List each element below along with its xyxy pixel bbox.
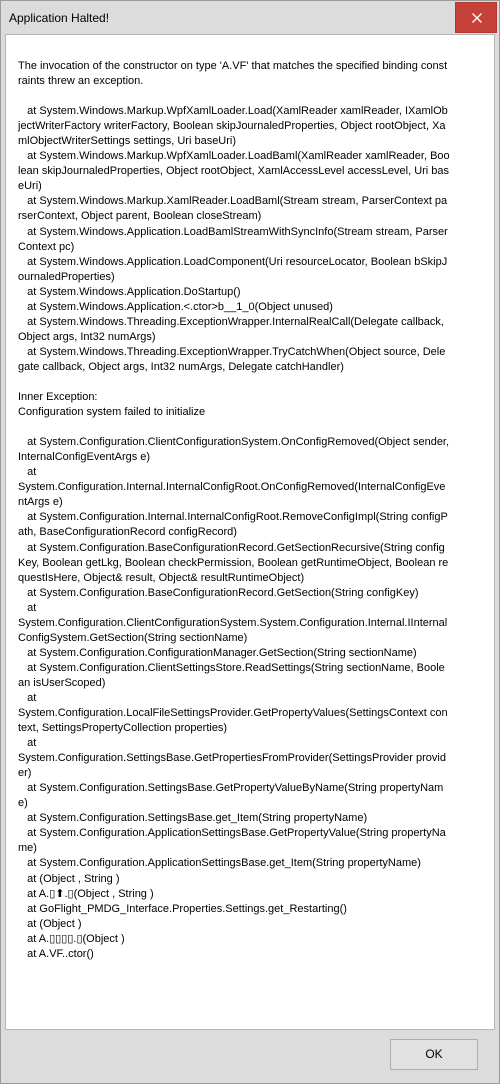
title-bar[interactable] bbox=[1, 1, 499, 35]
close-icon bbox=[472, 13, 482, 23]
dialog-title: Application Halted! bbox=[9, 11, 110, 25]
ok-button[interactable]: OK bbox=[390, 1039, 478, 1070]
close-button[interactable] bbox=[455, 2, 497, 33]
error-message-text: The invocation of the constructor on type 'A.VF' that matches the specified binding constraints threw an exception. at System.Windows.Markup.WpfXamlLoader.Load(XamlReader xamlReader, IXamlObjectWriterFactory writerFactory, Boolean skipJournaledProperties, Object rootObject, XamlObjectWriterSettings settings, Uri baseUri) at System.Windows.Markup.WpfXamlLoader.LoadBaml(XamlReader xamlReader, Boolean skipJournaledProperties, Object rootObject, XamlAccessLevel accessLevel, Uri baseUri) at System.Windows.Markup.XamlReader.LoadBaml(Stream stream, ParserContext parserContext, Object parent, Boolean closeStream) at System.Windows.Application.LoadBamlStreamWithSyncInfo(Stream stream, ParserContext pc) at System.Windows.Application.LoadComponent(Uri resourceLocator, Boolean bSkipJournaledProperties) at System.Windows.Application.DoStartup() at System.Windows.Application.<.ctor>b__1_0(Object unused) at System.Windows.Threading.ExceptionWrapper.InternalRealCall(Delegate callback, Object args, Int32 numArgs) at System.Windows.Threading.ExceptionWrapper.TryCatchWhen(Object source, Delegate callback, Object args, Int32 numArgs, Delegate catchHandler) Inner Exception: Configuration system failed to initialize at System.Configuration.ClientConfigurationSystem.OnConfigRemoved(Object sender, InternalConfigEventArgs e) at System.Configuration.Internal.InternalConfigRoot.OnConfigRemoved(InternalConfigEventArgs e) at System.Configuration.Internal.InternalConfigRoot.RemoveConfigImpl(String configPath, BaseConfigurationRecord configRecord) at System.Configuration.BaseConfigurationRecord.GetSectionRecursive(String configKey, Boolean getLkg, Boolean checkPermission, Boolean getRuntimeObject, Boolean requestIsHere, Object& result, Object& resultRuntimeObject) at System.Configuration.BaseConfigurationRecord.GetSection(String configKey) at System.Configuration.ClientConfigurationSystem.System.Configuration.Internal.IInternalConfigSystem.GetSection(String sectionName) at System.Configuration.ConfigurationManager.GetSection(String sectionName) at System.Configuration.ClientSettingsStore.ReadSettings(String sectionName, Boolean isUserScoped) at System.Configuration.LocalFileSettingsProvider.GetPropertyValues(SettingsContext context, SettingsPropertyCollection properties) at System.Configuration.SettingsBase.GetPropertiesFromProvider(SettingsProvider provider) at System.Configuration.SettingsBase.GetPropertyValueByName(String propertyName) at System.Configuration.SettingsBase.get_Item(String propertyName) at System.Configuration.ApplicationSettingsBase.GetPropertyValue(String propertyName) at System.Configuration.ApplicationSettingsBase.get_Item(String propertyName) at (Object , String ) at A.▯⬆.▯(Object , String ) at GoFlight_PMDG_Interface.Properties.Settings.get_Restarting() at (Object ) at A.▯▯▯▯.▯(Object ) at A.VF..ctor() bbox=[18, 60, 450, 960]
error-message-panel bbox=[5, 34, 495, 1030]
dialog-footer bbox=[1, 1031, 499, 1083]
